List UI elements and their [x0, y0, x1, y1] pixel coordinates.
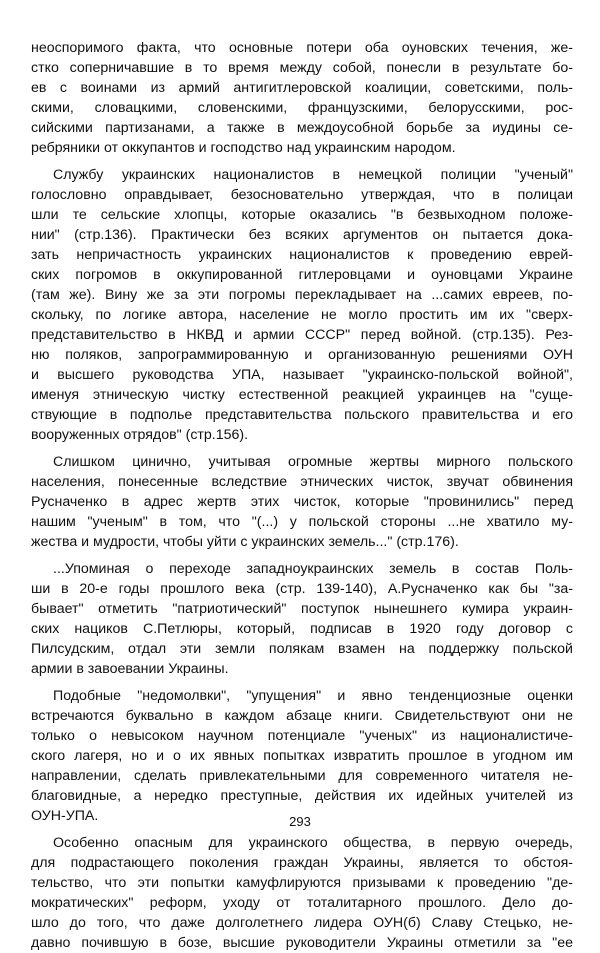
text-line: нашим "ученым" в том, что "(...) у польской стороны ...не хватило му-: [31, 514, 573, 530]
text-line: тельство, что эти попытки камуфлируются призывами к проведению "де-: [31, 875, 573, 891]
text-line: армии в завоевании Украины.: [31, 661, 229, 677]
text-line: именуя этническую чистку естественной реакцией украинцев на "суще-: [31, 387, 573, 403]
text-line: ского лагеря, но и о их явных попытках извратить прошлое в угодном им: [31, 748, 573, 764]
text-line: скими, словацкими, словенскими, французскими, белорусскими, рос-: [31, 100, 573, 116]
text-line: Подобные "недомолвки", "упущения" и явно тенденциозные оценки: [53, 688, 573, 704]
text-line: населения, понесенные вследствие этнических чисток, звучат обвинения: [31, 474, 573, 490]
text-line: Особенно опасным для украинского общества, в первую очередь,: [53, 835, 573, 851]
text-line: направлении, сделать привлекательными для современного читателя не-: [31, 768, 573, 784]
text-line: Пилсудским, отдал эти земли полякам взамен на поддержку польской: [31, 641, 573, 657]
text-line: Слишком цинично, учитывая огромные жертвы мирного польского: [53, 454, 573, 470]
paragraph-6: [31, 833, 573, 953]
text-line: сийскими партизанами, а также в междоусобной борьбе за иудины се-: [31, 120, 573, 136]
page-number: 293: [289, 814, 311, 829]
text-line: стко соперничавшие в то время между собой, понесли в результате бо-: [31, 60, 573, 76]
text-line: мократических" реформ, уходу от тоталитарного прошлого. Дело до-: [31, 895, 573, 911]
text-line: жества и мудрости, чтобы уйти с украинских земель..." (стр.176).: [31, 534, 459, 550]
paragraph-2: [31, 165, 573, 445]
text-line: нии" (стр.136). Практически без всяких аргументов он пытается дока-: [31, 227, 573, 243]
text-line: голословно оправдывает, безосновательно утверждая, что в полицаи: [31, 187, 573, 203]
text-line: Русначенко в адрес жертв этих чисток, которые "провинились" перед: [31, 494, 573, 510]
text-line: ню поляков, запрограммированную и организованную решениями ОУН: [31, 347, 573, 363]
text-line: ских погромов в оккупированной гитлеровцами и оуновцами Украине: [31, 267, 573, 283]
paragraph-3: [31, 452, 573, 552]
text-line: Службу украинских националистов в немецкой полиции "ученый": [53, 167, 573, 183]
text-line: шли те сельские хлопцы, которые оказались "в безвыходном положе-: [31, 207, 573, 223]
paragraph-5: [31, 686, 573, 826]
text-line: благовидные, а нередко преступные, действия их идейных учителей из: [31, 788, 573, 804]
text-line: зать непричастность украинских националистов к проведению еврей-: [31, 247, 573, 263]
text-line: ских нациков С.Петлюры, который, подписав в 1920 году договор с: [31, 621, 573, 637]
text-line: представительство в НКВД и армии СССР" перед войной. (стр.135). Рез-: [31, 327, 573, 343]
text-line: только о невысоком научном потенциале "ученых" из националистиче-: [31, 728, 573, 744]
paragraph-1: [31, 38, 573, 158]
text-line: неоспоримого факта, что основные потери оба оуновских течения, же-: [31, 40, 573, 56]
text-line: и высшего руководства УПА, называет "украинско-польской войной",: [31, 367, 573, 383]
text-line: ствующие в подполье представительства польского правительства и его: [31, 407, 573, 423]
text-line: (там же). Вину же за эти погромы перекладывает на ...самих евреев, по-: [31, 287, 573, 303]
text-line: встречаются буквально в каждом абзаце книги. Свидетельствуют они не: [31, 708, 573, 724]
text-line: ...Упоминая о переходе западноукраинских земель в состав Поль-: [53, 561, 573, 577]
text-line: ши в 20-е годы прошлого века (стр. 139-140), А.Русначенко как бы "за-: [31, 581, 573, 597]
paragraph-4: [31, 559, 573, 679]
text-line: шло до того, что даже долголетнего лидера ОУН(б) Славу Стецько, не-: [31, 915, 573, 931]
text-line: ев с воинами из армий антигитлеровской коалиции, советскими, поль-: [31, 80, 573, 96]
text-line: вооруженных отрядов" (стр.156).: [31, 427, 249, 443]
text-line: давно почившую в бозе, высшие руководители Украины отметили за "ее: [31, 935, 573, 951]
text-line: для подрастающего поколения граждан Украины, является то обстоя-: [31, 855, 573, 871]
text-line: скольку, по логике автора, население не могло простить им их "сверх-: [31, 307, 573, 323]
text-line: ребряники от оккупантов и господство над украинским народом.: [31, 140, 456, 156]
text-line: ОУН-УПА.: [31, 808, 99, 824]
text-line: бывает" отметить "патриотический" поступок нынешнего кумира украин-: [31, 601, 573, 617]
